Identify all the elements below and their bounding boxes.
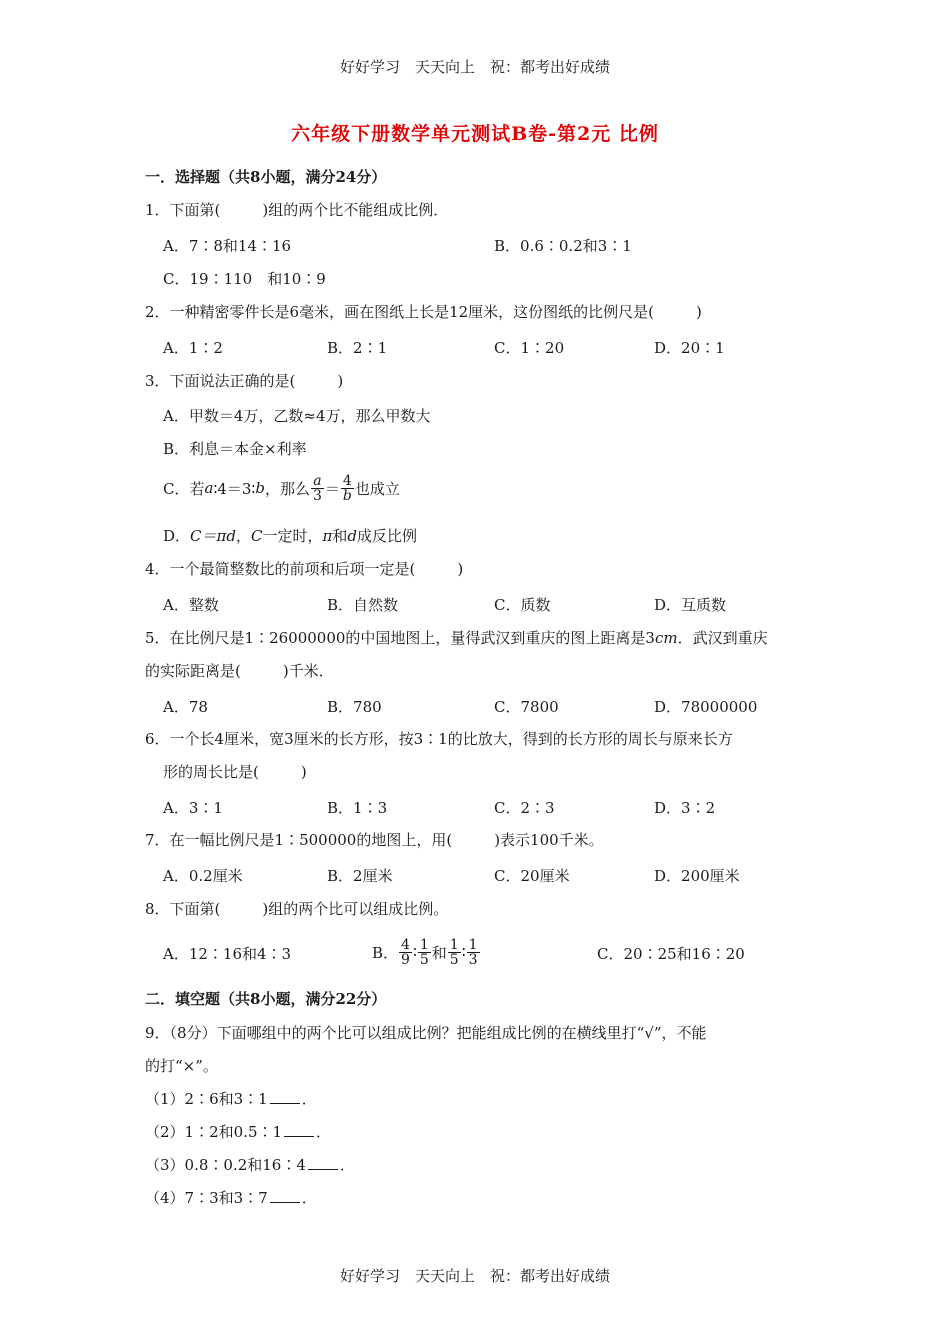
section-heading-choice: 一．选择题（共8小题，满分24分）	[145, 168, 387, 186]
question-5-line-2: 的实际距离是( )千米．	[145, 662, 334, 680]
question-9-line-2: 的打“×”。	[145, 1057, 218, 1075]
q8-option-b: B． $\frac{4}{9}$ ∶ $\frac{1}{5}$ 和 $\frac{1}{5}$ ∶ $\frac{1}{3}$	[372, 936, 478, 968]
answer-blank[interactable]	[308, 1157, 338, 1170]
q4-option-a: A．整数	[163, 596, 219, 614]
q4-option-d: D．互质数	[654, 596, 727, 614]
q8-option-c: C．20∶25和16∶20	[597, 945, 745, 963]
fraction-4-9: $\frac{4}{9}$	[401, 936, 410, 968]
q9-sub-2: （2）1∶2和0.5∶1 ．	[145, 1123, 332, 1141]
q9-sub-3: （3）0.8∶0.2和16∶4 ．	[145, 1156, 355, 1174]
fraction-1-5-second: $\frac{1}{5}$	[449, 936, 459, 968]
q7-option-d: D．200厘米	[654, 867, 740, 885]
q4-option-c: C．质数	[494, 596, 551, 614]
page-header: 好好学习 天天向上 祝：都考出好成绩	[339, 58, 610, 76]
q2-option-b: B．2∶1	[327, 339, 388, 357]
q3-option-a: A．甲数＝4万，乙数≈4万，那么甲数大	[163, 407, 431, 425]
answer-blank[interactable]	[270, 1190, 300, 1203]
q6-option-b: B．1∶3	[327, 799, 388, 817]
question-7: 7．在一幅比例尺是1∶500000的地图上，用( )表示100千米。	[145, 831, 604, 849]
q6-option-a: A．3∶1	[163, 799, 223, 817]
question-3: 3．下面说法正确的是( )	[145, 372, 344, 390]
page-title: 六年级下册数学单元测试B卷-第2元 比例	[291, 123, 659, 145]
question-5-line-1: 5．在比例尺是1∶26000000的中国地图上，量得武汉到重庆的图上距离是3cm．武汉到重庆	[145, 629, 768, 647]
q2-option-a: A．1∶2	[163, 339, 223, 357]
fraction-4-over-b: $\frac{4}{b}$	[342, 472, 352, 504]
q6-option-d: D．3∶2	[654, 799, 716, 817]
question-6-line-2: 形的周长比是( )	[163, 763, 307, 781]
q5-option-a: A．78	[163, 698, 208, 716]
answer-blank[interactable]	[284, 1124, 314, 1137]
q1-option-c: C．19∶110 和10∶9	[163, 270, 326, 288]
q2-option-c: C．1∶20	[494, 339, 565, 357]
question-1: 1．下面第( )组的两个比不能组成比例．	[145, 201, 449, 219]
q3-option-b: B．利息＝本金×利率	[163, 440, 307, 458]
q5-option-b: B．780	[327, 698, 382, 716]
q8-option-a: A．12∶16和4∶3	[163, 945, 292, 963]
section-heading-fill-blank: 二．填空题（共8小题，满分22分）	[145, 990, 387, 1008]
q9-sub-4: （4）7∶3和3∶7 ．	[145, 1189, 317, 1207]
q2-option-d: D．20∶1	[654, 339, 725, 357]
fraction-a-over-3: $\frac{a}{3}$	[312, 472, 322, 504]
question-6-line-1: 6．一个长4厘米，宽3厘米的长方形，按3∶1的比放大，得到的长方形的周长与原来长方	[145, 730, 733, 748]
answer-blank[interactable]	[270, 1091, 300, 1104]
q4-option-b: B．自然数	[327, 596, 399, 614]
fraction-1-3: $\frac{1}{3}$	[468, 936, 478, 968]
q7-option-b: B．2厘米	[327, 867, 393, 885]
q5-option-d: D．78000000	[654, 698, 758, 716]
question-8: 8．下面第( )组的两个比可以组成比例。	[145, 900, 449, 918]
fraction-1-5: $\frac{1}{5}$	[419, 936, 429, 968]
page-footer: 好好学习 天天向上 祝：都考出好成绩	[339, 1267, 610, 1285]
question-2: 2．一种精密零件长是6毫米，画在图纸上长是12厘米，这份图纸的比例尺是( )	[145, 303, 702, 321]
q3-option-c: C．若 a ∶4＝3∶ b ，那么 $\frac{a}{3}$ ＝ $\frac{4}{b}$ 也成立	[163, 472, 400, 504]
q3-option-d: D．C＝πd，C一定时，π和d成反比例	[163, 527, 417, 545]
q7-option-c: C．20厘米	[494, 867, 570, 885]
q7-option-a: A．0.2厘米	[163, 867, 243, 885]
q1-option-a: A．7∶8和14∶16	[163, 237, 292, 255]
q9-sub-1: （1）2∶6和3∶1 ．	[145, 1090, 317, 1108]
q5-option-c: C．7800	[494, 698, 559, 716]
q6-option-c: C．2∶3	[494, 799, 555, 817]
q1-option-b: B．0.6∶0.2和3∶1	[494, 237, 632, 255]
question-4: 4．一个最简整数比的前项和后项一定是( )	[145, 560, 464, 578]
question-9-line-1: 9．（8分）下面哪组中的两个比可以组成比例？把能组成比例的在横线里打“√”，不能	[145, 1024, 707, 1042]
